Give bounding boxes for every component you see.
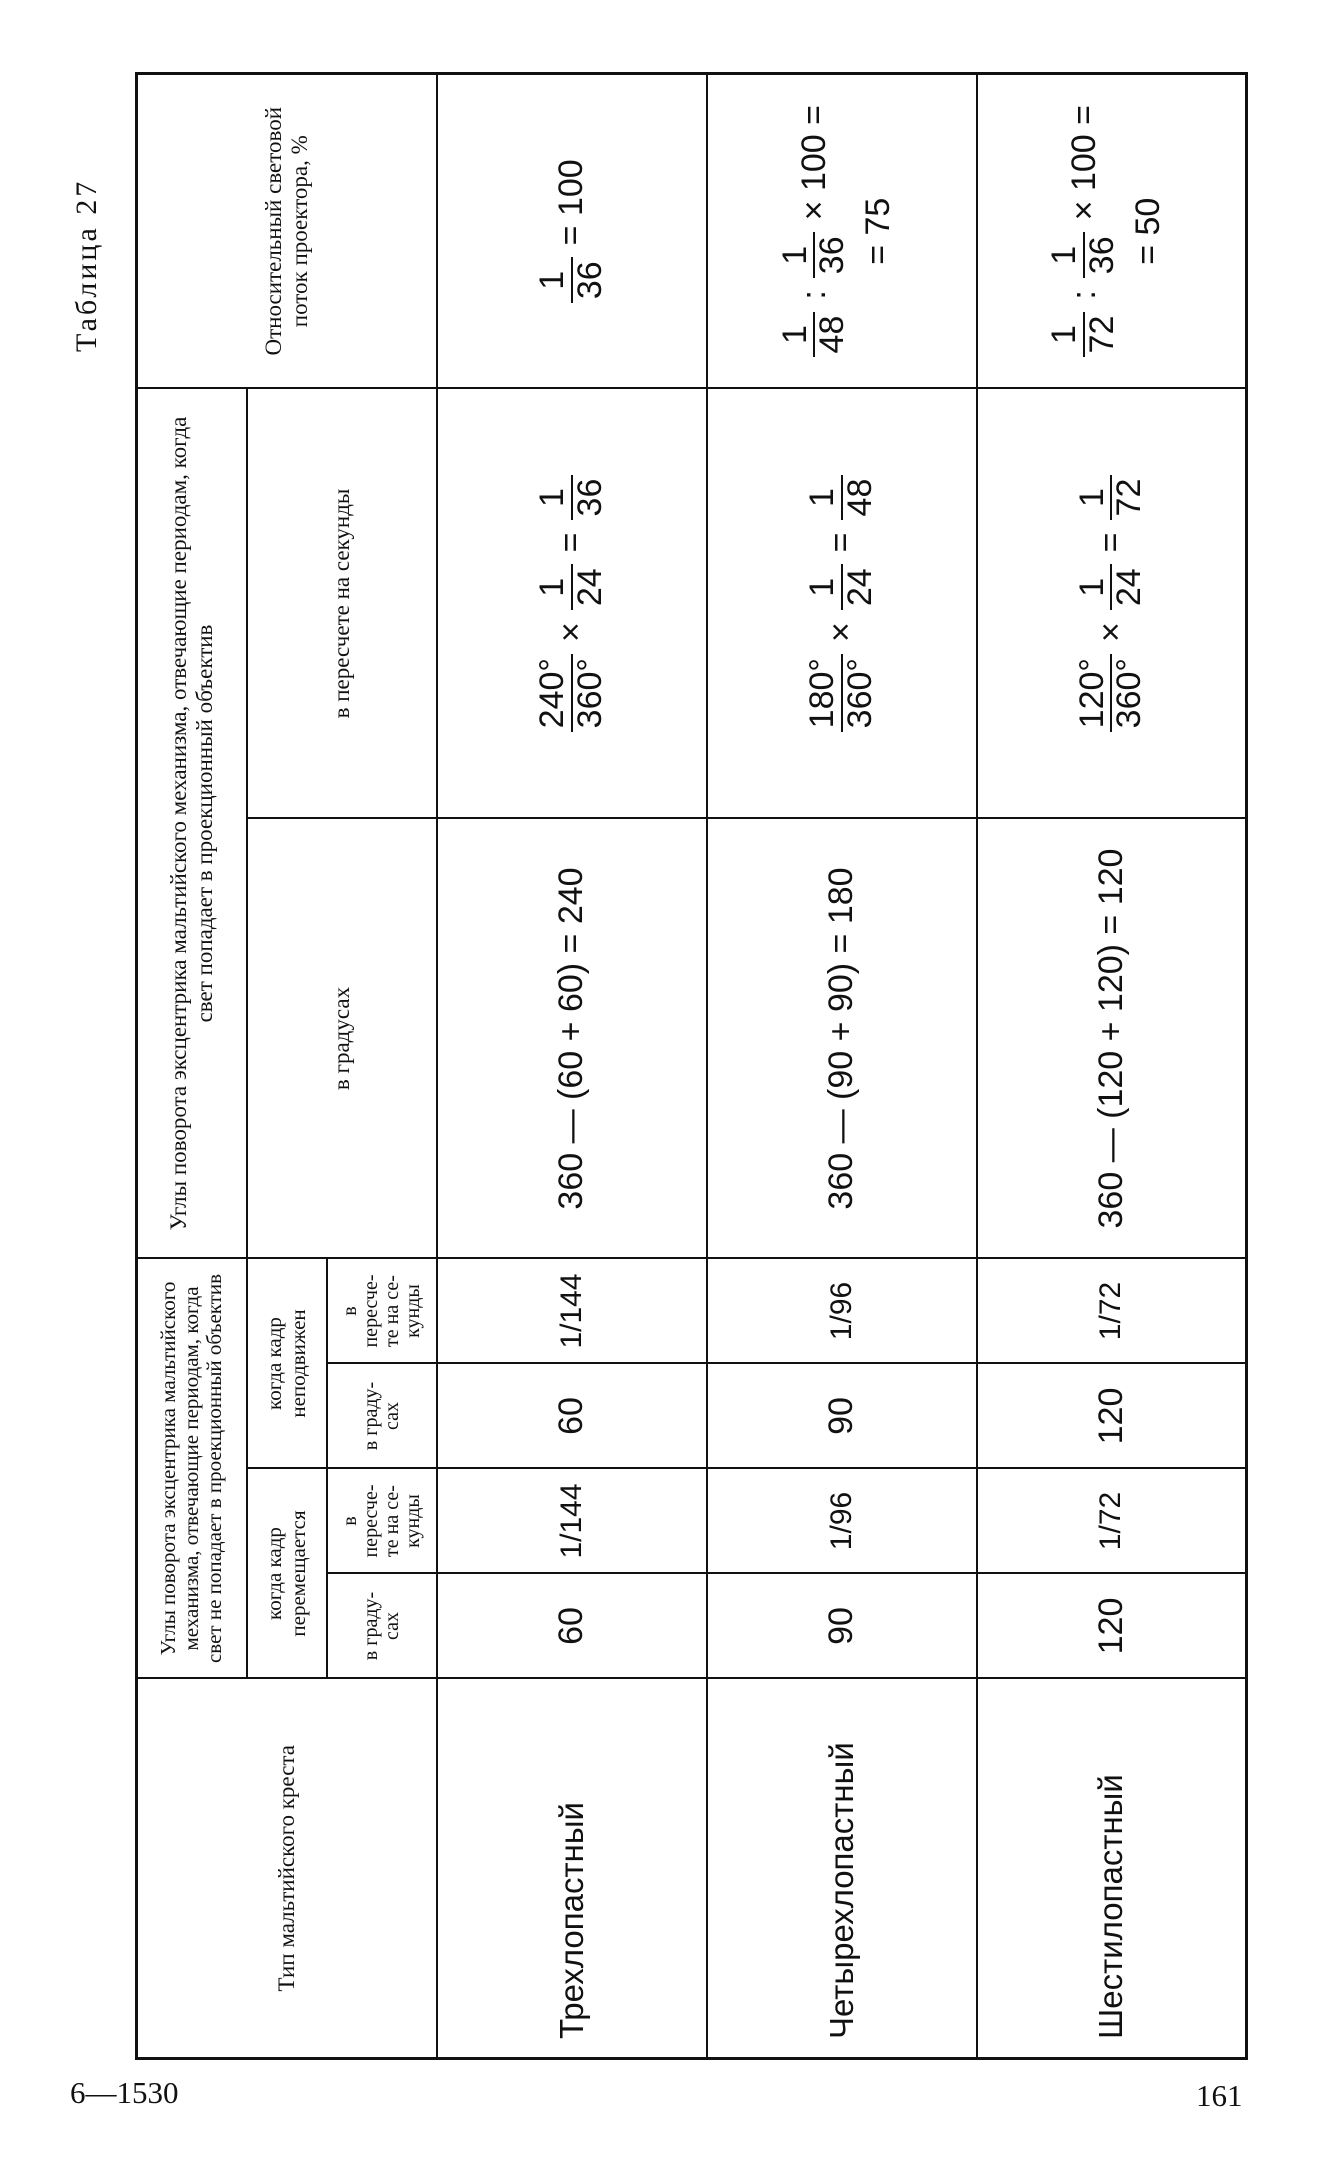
row-flux: 1 36 = 100 (437, 73, 707, 388)
table-title (70, 52, 110, 352)
row-still-seconds: 1/144 (437, 1259, 707, 1364)
row-light-degrees: 360 — (90 + 90) = 180 (707, 819, 977, 1259)
row-moving-degrees: 60 (437, 1574, 707, 1679)
row-cross-type: Трехлопастный (437, 1679, 707, 2059)
fraction: 1 48 (805, 475, 878, 521)
page-number: 161 (1196, 2078, 1243, 2113)
header-flux: Относительный световой поток проектора, % (137, 73, 437, 388)
fraction: 1 24 (535, 564, 608, 610)
header-degrees-light: в градусах (247, 819, 437, 1259)
fraction: 120° 360° (1075, 654, 1148, 732)
fraction: 1 24 (1075, 564, 1148, 610)
fraction: 1 72 (1047, 312, 1120, 358)
table-row (437, 73, 707, 2058)
row-still-degrees: 60 (437, 1364, 707, 1469)
header-frame-moving: когда кадр перемещается (247, 1469, 327, 1679)
signature-mark: 6—1530 (70, 2075, 179, 2110)
rotated-table-wrapper (135, 75, 1245, 2060)
table-title-text: Таблица 27 (70, 178, 103, 352)
fraction: 1 24 (805, 564, 878, 610)
row-light-seconds: 180° 360° × 1 24 = 1 48 (707, 388, 977, 818)
header-still-degrees: в граду-сах (327, 1364, 437, 1469)
row-moving-seconds: 1/96 (707, 1469, 977, 1574)
header-group-no-light: Углы поворота эксцентрика мальтийского механизма, отвечающие периодам, когда свет не попадает в проекционный объектив (137, 1259, 247, 1679)
fraction: 180° 360° (805, 654, 878, 732)
row-light-seconds: 240° 360° × 1 24 = 1 36 (437, 388, 707, 818)
row-flux: 1 72 : 1 36 × 100 = = 50 (977, 73, 1247, 388)
fraction: 1 36 (535, 475, 608, 521)
table-stage (135, 75, 1245, 2060)
table-row (977, 73, 1247, 2058)
header-group-light: Углы поворота эксцентрика мальтийского механизма, отвечающие периодам, когда свет попадает в проекционный объектив (137, 388, 247, 1258)
fraction: 1 48 (778, 312, 851, 358)
flux-result: = 50 (1128, 197, 1167, 265)
row-still-seconds: 1/96 (707, 1259, 977, 1364)
row-light-degrees: 360 — (60 + 60) = 240 (437, 819, 707, 1259)
header-type: Тип мальтийского креста (137, 1679, 437, 2059)
fraction: 1 36 (535, 257, 608, 303)
row-still-degrees: 90 (707, 1364, 977, 1469)
row-moving-degrees: 90 (707, 1574, 977, 1679)
header-moving-seconds: в пересче-те на се-кунды (327, 1469, 437, 1574)
row-cross-type: Шестилопастный (977, 1679, 1247, 2059)
data-table (135, 72, 1248, 2060)
header-still-seconds: в пересче-те на се-кунды (327, 1259, 437, 1364)
fraction: 240° 360° (535, 654, 608, 732)
fraction: 1 36 (1047, 232, 1120, 278)
flux-result: = 75 (858, 197, 897, 265)
row-cross-type: Четырехлопастный (707, 1679, 977, 2059)
row-still-seconds: 1/72 (977, 1259, 1247, 1364)
table-row (707, 73, 977, 2058)
row-still-degrees: 120 (977, 1364, 1247, 1469)
header-moving-degrees: в граду-сах (327, 1574, 437, 1679)
row-moving-seconds: 1/144 (437, 1469, 707, 1574)
row-moving-degrees: 120 (977, 1574, 1247, 1679)
row-moving-seconds: 1/72 (977, 1469, 1247, 1574)
row-light-degrees: 360 — (120 + 120) = 120 (977, 819, 1247, 1259)
fraction: 1 36 (778, 232, 851, 278)
row-light-seconds: 120° 360° × 1 24 = 1 72 (977, 388, 1247, 818)
fraction: 1 72 (1075, 475, 1148, 521)
header-seconds-light: в пересчете на секунды (247, 388, 437, 818)
row-flux: 1 48 : 1 36 × 100 = = 75 (707, 73, 977, 388)
header-frame-still: когда кадр неподвижен (247, 1259, 327, 1469)
